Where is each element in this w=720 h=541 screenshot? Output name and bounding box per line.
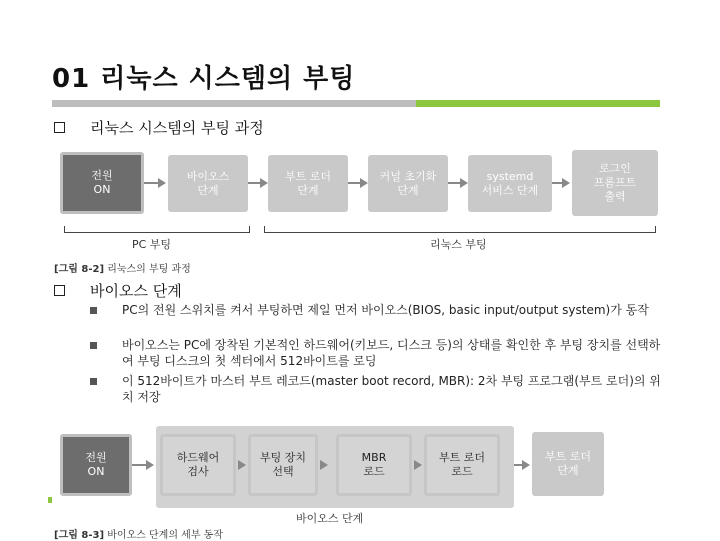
bullet-square-icon xyxy=(54,285,65,296)
caption-text: 리눅스의 부팅 과정 xyxy=(107,264,191,275)
sub-bullet-icon xyxy=(90,307,97,314)
boot-step-login-prompt: 로그인 프롬프트 출력 xyxy=(572,150,658,216)
arrow-icon xyxy=(522,460,530,470)
sub-item: 바이오스는 PC에 장착된 기본적인 하드웨어(키보드, 디스크 등)의 상태를 확인한 후 부팅 장치를 선택하여 부팅 디스크의 첫 섹터에서 512바이트를 로딩 xyxy=(122,338,661,368)
bios-step-bootloader-stage: 부트 로더 단계 xyxy=(532,432,604,496)
bios-step-power-on: 전원 ON xyxy=(60,434,132,496)
caption-text: 바이오스 단계의 세부 동작 xyxy=(107,530,223,541)
bullet-heading: 리눅스 시스템의 부팅 과정 xyxy=(90,119,264,137)
arrow-icon xyxy=(414,460,422,470)
bios-step-hardware-check: 하드웨어 검사 xyxy=(160,434,236,496)
bullet-square-icon xyxy=(54,122,65,133)
arrow-line xyxy=(132,464,146,466)
arrow-icon xyxy=(562,178,570,188)
caption-number: [그림 8-2] xyxy=(54,264,105,275)
linux-boot-label: 리눅스 부팅 xyxy=(430,238,487,251)
bios-step-bootloader-load: 부트 로더 로드 xyxy=(424,434,500,496)
pc-boot-label: PC 부팅 xyxy=(132,238,172,251)
bios-stage-label: 바이오스 단계 xyxy=(296,512,364,525)
sub-item: PC의 전원 스위치를 켜서 부팅하면 제일 먼저 바이오스(BIOS, basic input/output system)가 동작 xyxy=(122,303,649,317)
bios-step-boot-device: 부팅 장치 선택 xyxy=(248,434,318,496)
boot-step-bootloader: 부트 로더 단계 xyxy=(268,155,348,212)
arrow-icon xyxy=(158,178,166,188)
figure-caption-8-3 xyxy=(54,526,223,541)
sub-bullet-icon xyxy=(90,378,97,385)
arrow-icon xyxy=(146,460,154,470)
arrow-icon xyxy=(320,460,328,470)
caption-number: [그림 8-3] xyxy=(54,530,105,541)
sub-item: 이 512바이트가 마스터 부트 레코드(master boot record, MBR): 2차 부팅 프로그램(부트 로더)의 위치 저장 xyxy=(122,374,661,404)
sub-bullet-icon xyxy=(90,342,97,349)
boot-step-systemd: systemd 서비스 단계 xyxy=(468,155,552,212)
linux-boot-bracket xyxy=(264,226,656,233)
page-title: 01 리눅스 시스템의 부팅 xyxy=(52,64,356,94)
boot-step-power-on: 전원 ON xyxy=(60,152,144,214)
arrow-icon xyxy=(360,178,368,188)
arrow-icon xyxy=(238,460,246,470)
arrow-icon xyxy=(460,178,468,188)
bullet-heading: 바이오스 단계 xyxy=(90,282,182,300)
figure-caption-8-2 xyxy=(54,260,191,275)
bios-step-mbr-load: MBR 로드 xyxy=(336,434,412,496)
arrow-icon xyxy=(260,178,268,188)
accent-mark xyxy=(48,497,52,503)
boot-step-kernel-init: 커널 초기화 단계 xyxy=(368,155,448,212)
title-accent-rule xyxy=(416,100,660,107)
pc-boot-bracket xyxy=(64,226,250,233)
boot-step-bios: 바이오스 단계 xyxy=(168,155,248,212)
